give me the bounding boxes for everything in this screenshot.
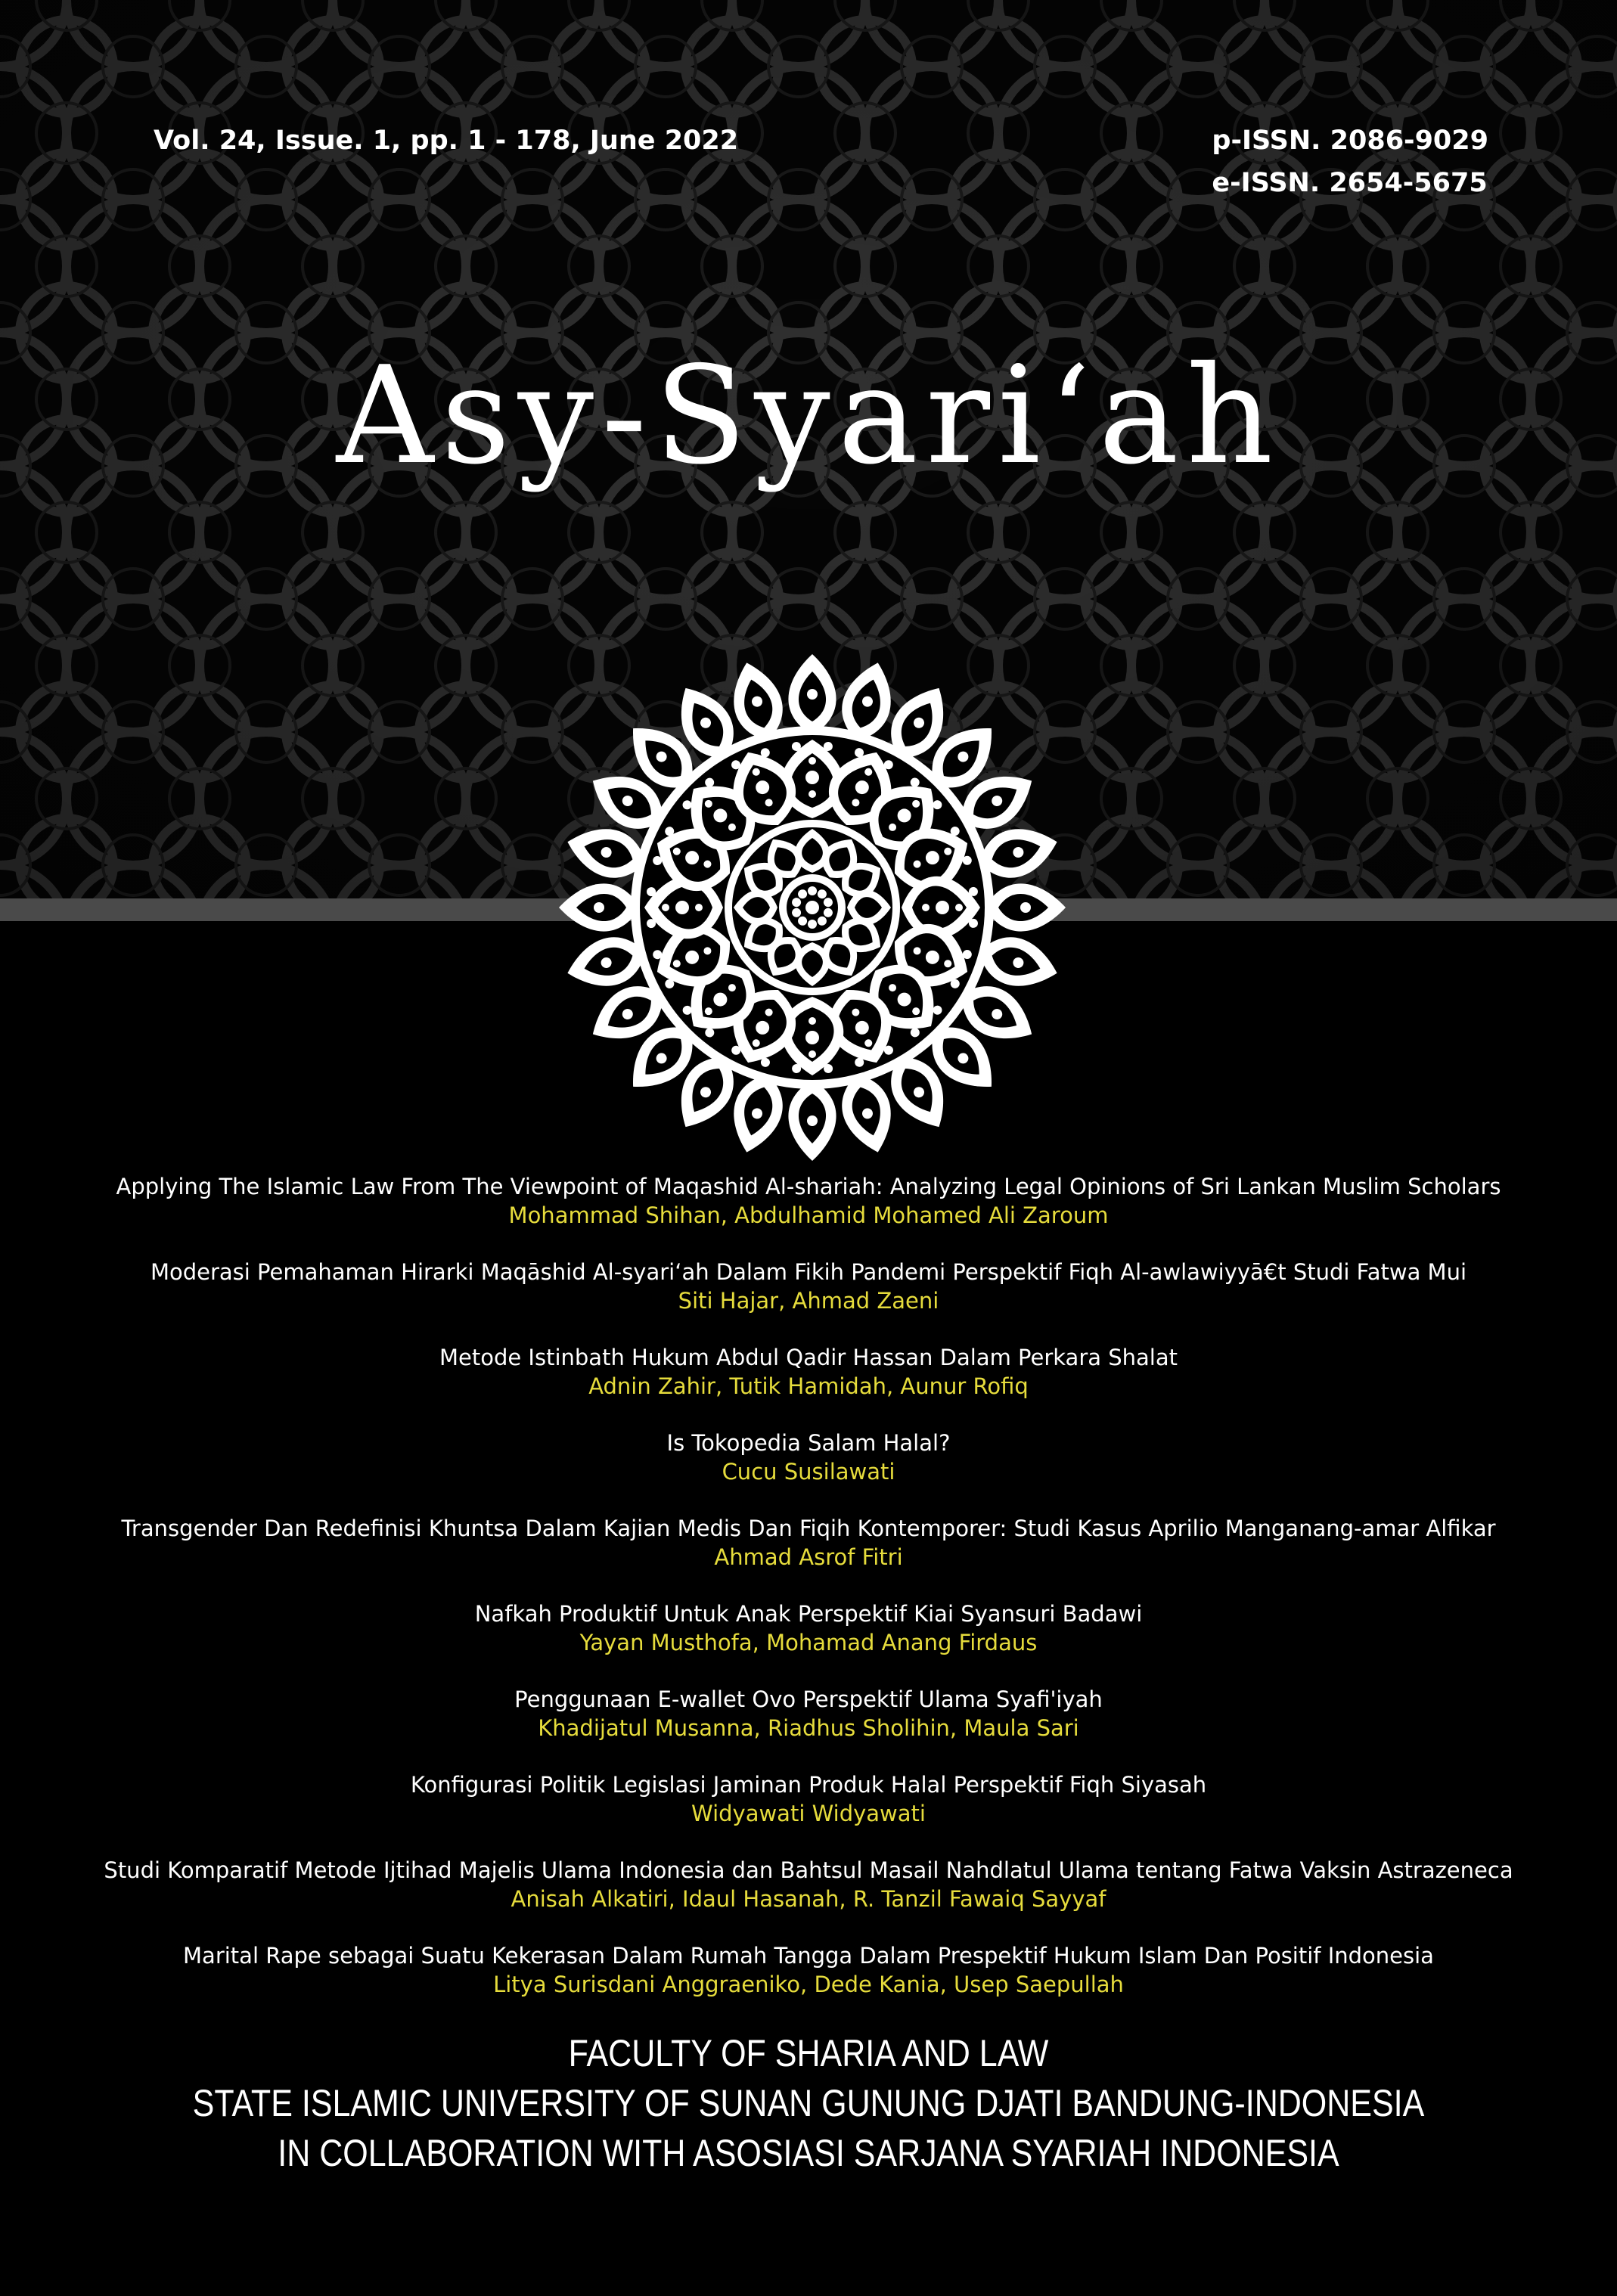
article-authors: Anisah Alkatiri, Idaul Hasanah, R. Tanzil Fawaiq Sayyaf (511, 1886, 1106, 1912)
article-entry (45, 1856, 1572, 1941)
article-authors: Adnin Zahir, Tutik Hamidah, Aunur Rofiq (588, 1373, 1029, 1399)
article-title: Is Tokopedia Salam Halal? (666, 1430, 951, 1456)
article-entry (45, 1770, 1572, 1856)
article-title: Moderasi Pemahaman Hirarki Maqāshid Al-syari‘ah Dalam Fikih Pandemi Perspektif Fiqh Al-awlawiyyā€t Studi Fatwa Mui (150, 1259, 1467, 1285)
article-authors: Khadijatul Musanna, Riadhus Sholihin, Maula Sari (538, 1715, 1079, 1741)
article-title: Transgender Dan Redefinisi Khuntsa Dalam Kajian Medis Dan Fiqih Kontemporer: Studi Kasus Aprilio Manganang-amar Alfikar (121, 1516, 1496, 1541)
p-issn: p-ISSN. 2086-9029 (1212, 126, 1488, 156)
article-entry (45, 1343, 1572, 1429)
article-entry (45, 1514, 1572, 1599)
journal-title: Asy-Syari‘ah (336, 337, 1281, 494)
article-entry (45, 1599, 1572, 1685)
article-authors: Ahmad Asrof Fitri (714, 1544, 903, 1570)
table-of-contents (45, 1172, 1572, 2027)
article-authors: Cucu Susilawati (722, 1459, 895, 1485)
mandala-emblem (548, 643, 1077, 1172)
volume-issue-line: Vol. 24, Issue. 1, pp. 1 - 178, June 2022 (154, 126, 739, 156)
article-entry (45, 1685, 1572, 1770)
article-entry (45, 1429, 1572, 1514)
article-authors: Siti Hajar, Ahmad Zaeni (678, 1288, 939, 1314)
article-title: Penggunaan E-wallet Ovo Perspektif Ulama Syafi'iyah (514, 1686, 1103, 1712)
collaboration-line: IN COLLABORATION WITH ASOSIASI SARJANA SYARIAH INDONESIA (278, 2132, 1339, 2174)
article-entry (45, 1941, 1572, 2027)
article-authors: Widyawati Widyawati (691, 1801, 926, 1826)
article-title: Konfigurasi Politik Legislasi Jaminan Produk Halal Perspektif Fiqh Siyasah (410, 1772, 1207, 1798)
issn-block (1212, 119, 1488, 204)
mandala-icon (548, 643, 1077, 1172)
article-authors: Yayan Musthofa, Mohamad Anang Firdaus (579, 1630, 1038, 1655)
e-issn: e-ISSN. 2654-5675 (1212, 168, 1488, 198)
article-title: Applying The Islamic Law From The Viewpoint of Maqashid Al-shariah: Analyzing Legal Opinions of Sri Lankan Muslim Scholars (116, 1174, 1501, 1199)
article-entry (45, 1172, 1572, 1258)
article-title: Marital Rape sebagai Suatu Kekerasan Dalam Rumah Tangga Dalam Prespektif Hukum Islam Dan Positif Indonesia (183, 1943, 1434, 1969)
article-entry (45, 1258, 1572, 1343)
article-title: Metode Istinbath Hukum Abdul Qadir Hassan Dalam Perkara Shalat (439, 1345, 1178, 1370)
publisher-footer (0, 2028, 1617, 2178)
article-authors: Mohammad Shihan, Abdulhamid Mohamed Ali Zaroum (508, 1202, 1109, 1228)
article-title: Studi Komparatif Metode Ijtihad Majelis Ulama Indonesia dan Bahtsul Masail Nahdlatul Ulama tentang Fatwa Vaksin Astrazeneca (104, 1857, 1513, 1883)
faculty-line: FACULTY OF SHARIA AND LAW (568, 2032, 1049, 2074)
article-authors: Litya Surisdani Anggraeniko, Dede Kania, Usep Saepullah (493, 1972, 1124, 1997)
university-line: STATE ISLAMIC UNIVERSITY OF SUNAN GUNUNG DJATI BANDUNG-INDONESIA (192, 2082, 1425, 2124)
article-title: Nafkah Produktif Untuk Anak Perspektif Kiai Syansuri Badawi (474, 1601, 1143, 1627)
